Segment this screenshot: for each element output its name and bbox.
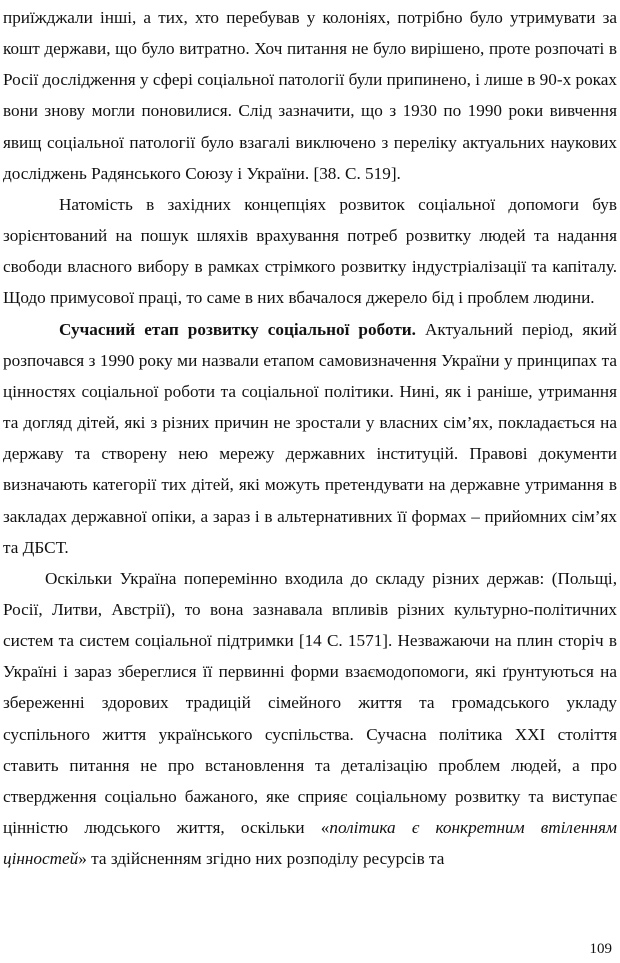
paragraph-1: приїжджали інші, а тих, хто перебував у колоніях, потрібно було утримувати за кошт держави, що було витратно. Хоч питання не було вирішено, проте розпочаті в Росії дослідження у сфері соціальної патології були припинено, і лише в 90-х роках вони знову могли поновилися. Слід зазначити, що з 1930 по 1990 роки вивчення явищ соціальної патології було взагалі виключено з переліку актуальних наукових досліджень Радянського Союзу і України. [38. С. 519]. (3, 8, 617, 183)
paragraph-3 (3, 314, 617, 563)
paragraph-4-text-after: » та здійсненням згідно них розподілу ресурсів та (78, 849, 445, 869)
paragraph-4-quote: політика є конкретним втіленням цінностей (3, 818, 617, 869)
paragraph-2: Натомість в західних концепціях розвиток соціальної допомоги був зорієнтований на пошук шляхів врахування потреб розвитку людей та надання свободи власного вибору в рамках стрімкого розвитку індустріалізації та капіталу. Щодо примусової праці, то саме в них вбачалося джерело бід і проблем людини. (3, 194, 617, 308)
paragraph-4-text-before: Оскільки Україна поперемінно входила до складу різних держав: (Польщі, Росії, Литви, Австрії), то вона зазнавала впливів різних культурно-політичних систем та систем соціальної підтримки [14 С. 1571]. Незважаючи на плин сторіч в Україні і зараз збереглися її первинні форми взаємодопомоги, які ґрунтуються на збереженні здорових традицій сімейного життя та громадського укладу суспільного життя українського суспільства. Сучасна політика ХХІ століття ставить питання не про встановлення та деталізацію проблем людей, а про ствердження соціально бажаного, яке сприяє соціальному розвитку та виступає цінністю людського життя, оскільки « (3, 568, 617, 838)
paragraph-4 (3, 563, 617, 875)
paragraph-3-text: Актуальний період, який розпочався з 1990 року ми назвали етапом самовизначення України у принципах та цінностях соціальної роботи та соціальної політики. Нині, як і раніше, утримання та догляд дітей, які з різних причин не зростали у власних сім’ях, покладається на державу та створену нею мережу державних інституцій. Правові документи визначають категорії тих дітей, які можуть претендувати на державне утримання в закладах державної опіки, а зараз і в альтернативних її формах – прийомних сім’ях та ДБСТ. (3, 319, 617, 557)
section-heading: Сучасний етап розвитку соціальної роботи. (59, 319, 416, 339)
page-number: 109 (589, 941, 612, 957)
body-text (3, 2, 617, 874)
